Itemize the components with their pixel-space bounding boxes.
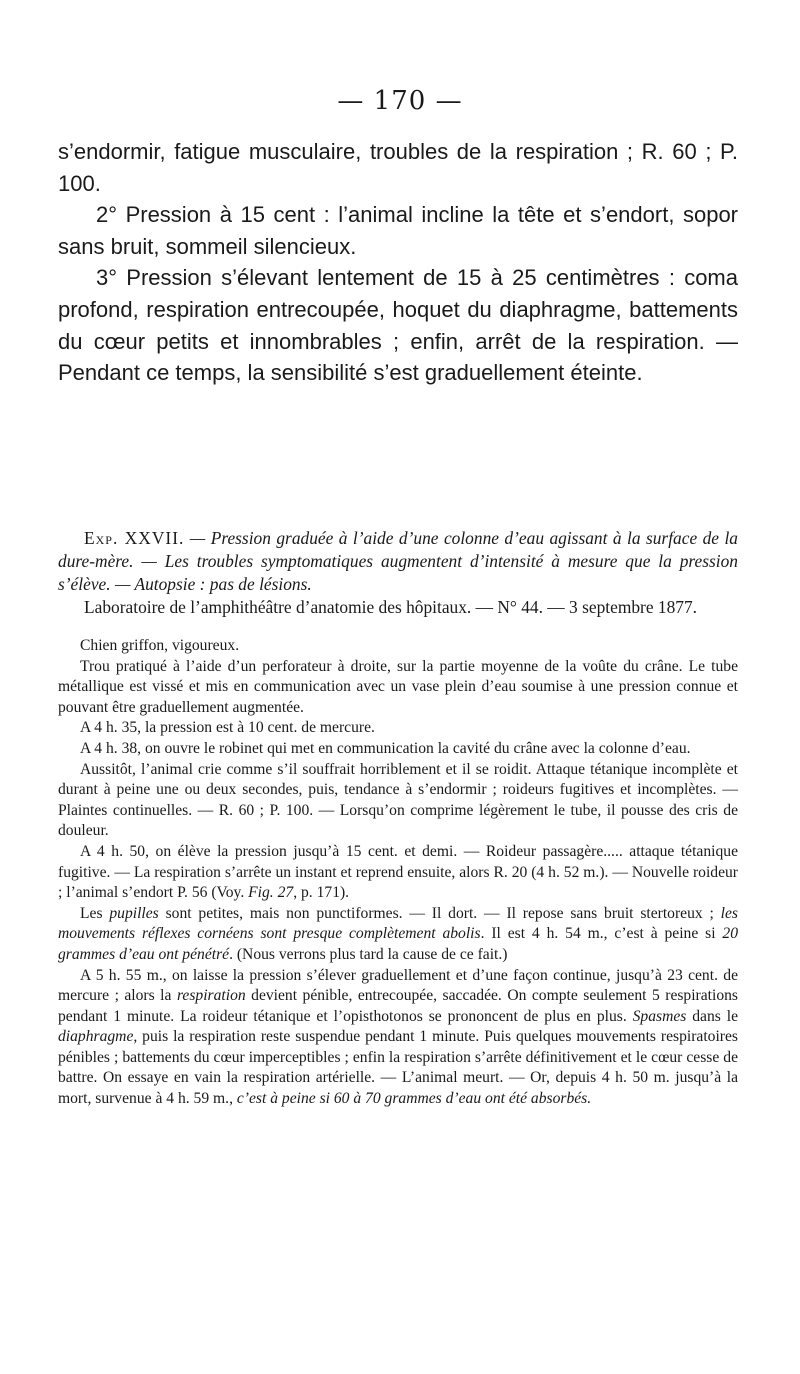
experiment-header — [58, 527, 738, 619]
body-p7-d: . (Nous verrons plus tard la cause de ce fait.) — [229, 945, 508, 963]
body-p6-text: A 4 h. 50, on élève la pression jusqu’à 15 cent. et demi. — Roideur passagère..... attaque tétanique fugitive. — La respiration s’arrête un instant et reprend ensuite, alors R. 20 (4 h. 52 m.). — Nouvelle roideur ; l’animal s’endort P. 56 (Voy. — [58, 842, 738, 902]
body-paragraph-5: Aussitôt, l’animal crie comme s’il souffrait horriblement et il se roidit. Attaque tétanique incomplète et durant à peine une ou deux secondes, puis, tendance à s’endormir ; roideurs fugitives et incomplètes. — Plaintes continuelles. — R. 60 ; P. 100. — Lorsqu’on comprime légèrement le tube, il pousse des cris de douleur. — [58, 760, 738, 840]
body-p6-end: , p. 171). — [293, 884, 350, 902]
diaphragme-term: diaphragme — [58, 1028, 134, 1046]
experiment-label: Exp. XXVII. — [84, 528, 185, 548]
body-paragraph-6 — [58, 842, 738, 904]
body-paragraph-1: Chien griffon, vigoureux. — [80, 637, 240, 654]
respiration-term: respiration — [176, 987, 246, 1005]
upper-paragraph-3: 3° Pression s’élevant lentement de 15 à 25 centimètres : coma profond, respiration entrecoupée, hoquet du diaphragme, battements du cœur petits et innombrables ; enfin, arrêt de la respiration. — Pendant ce temps, la sensibilité s’est graduellement éteinte. — [58, 265, 738, 386]
body-paragraph-2: Trou pratiqué à l’aide d’un perforateur à droite, sur la partie moyenne de la voûte du crâne. Le tube métallique est vissé et mis en communication avec un vase plein d’eau soumise à une pression connue et pouvant être graduellement augmentée. — [58, 657, 738, 716]
body-paragraph-8 — [58, 966, 738, 1110]
figure-reference: Fig. 27 — [248, 884, 294, 902]
body-p7-b: sont petites, mais non punctiformes. — Il dort. — Il repose sans bruit stertoreux ; — [158, 904, 721, 922]
reflexes-phrase: les mouvements réflexes cornéens sont presque complètement abolis — [58, 904, 738, 943]
experiment-title — [58, 527, 738, 596]
grammes-phrase: 20 grammes d’eau ont pénétré — [58, 925, 738, 963]
experiment-location: Laboratoire de l’amphithéâtre d’anatomie des hôpitaux. — N° 44. — 3 septembre 1877. — [84, 597, 698, 617]
body-p7-a: Les — [80, 904, 110, 922]
pupilles-term: pupilles — [109, 904, 159, 922]
final-phrase: c’est à peine si 60 à 70 grammes d’eau ont été absorbés. — [236, 1090, 592, 1108]
experiment-body — [58, 636, 738, 1110]
upper-paragraph-2: 2° Pression à 15 cent : l’animal incline la tête et s’endort, sopor sans bruit, sommeil silencieux. — [58, 202, 738, 259]
spasmes-term: Spasmes — [632, 1007, 687, 1025]
upper-paragraph-1: s’endormir, fatigue musculaire, troubles de la respiration ; R. 60 ; P. 100. — [58, 139, 738, 196]
body-p8-a: A 5 h. 55 m., on laisse la pression s’élever graduellement et d’une façon continue, jusqu’à 23 cent. de mercure ; alors la — [58, 966, 738, 1005]
upper-section — [58, 136, 738, 389]
body-p8-c: dans le — [686, 1007, 738, 1025]
body-p8-d: , puis la respiration reste suspendue pendant 1 minute. Puis quelques mouvements respiratoires pénibles ; battements du cœur imperceptibles ; enfin la respiration s’arrête définitivement et le cœur cesse de battre. On essaye en vain la respiration artérielle. — L’animal meurt. — Or, depuis 4 h. 50 m. jusqu’à la mort, survenue à 4 h. 59 m., — [58, 1028, 738, 1108]
body-p8-b: devient pénible, entrecoupée, saccadée. On compte seulement 5 respirations pendant 1 minute. La roideur tétanique et l’opisthotonos se prononcent de plus en plus. — [58, 987, 738, 1025]
page-number: — 170 — — [337, 86, 463, 116]
body-paragraph-7 — [58, 904, 738, 966]
body-paragraph-3: A 4 h. 35, la pression est à 10 cent. de mercure. — [80, 719, 375, 737]
experiment-title-italic: — Pression graduée à l’aide d’une colonne d’eau agissant à la surface de la dure-mère. — Les troubles symptomatiques augmentent d’intensité à mesure que la pression s’élève. — Autopsie : pas de lésions. — [58, 528, 738, 594]
body-p7-c: . Il est 4 h. 54 m., c’est à peine si — [480, 925, 723, 943]
body-paragraph-4: A 4 h. 38, on ouvre le robinet qui met en communication la cavité du crâne avec la colonne d’eau. — [80, 739, 691, 757]
